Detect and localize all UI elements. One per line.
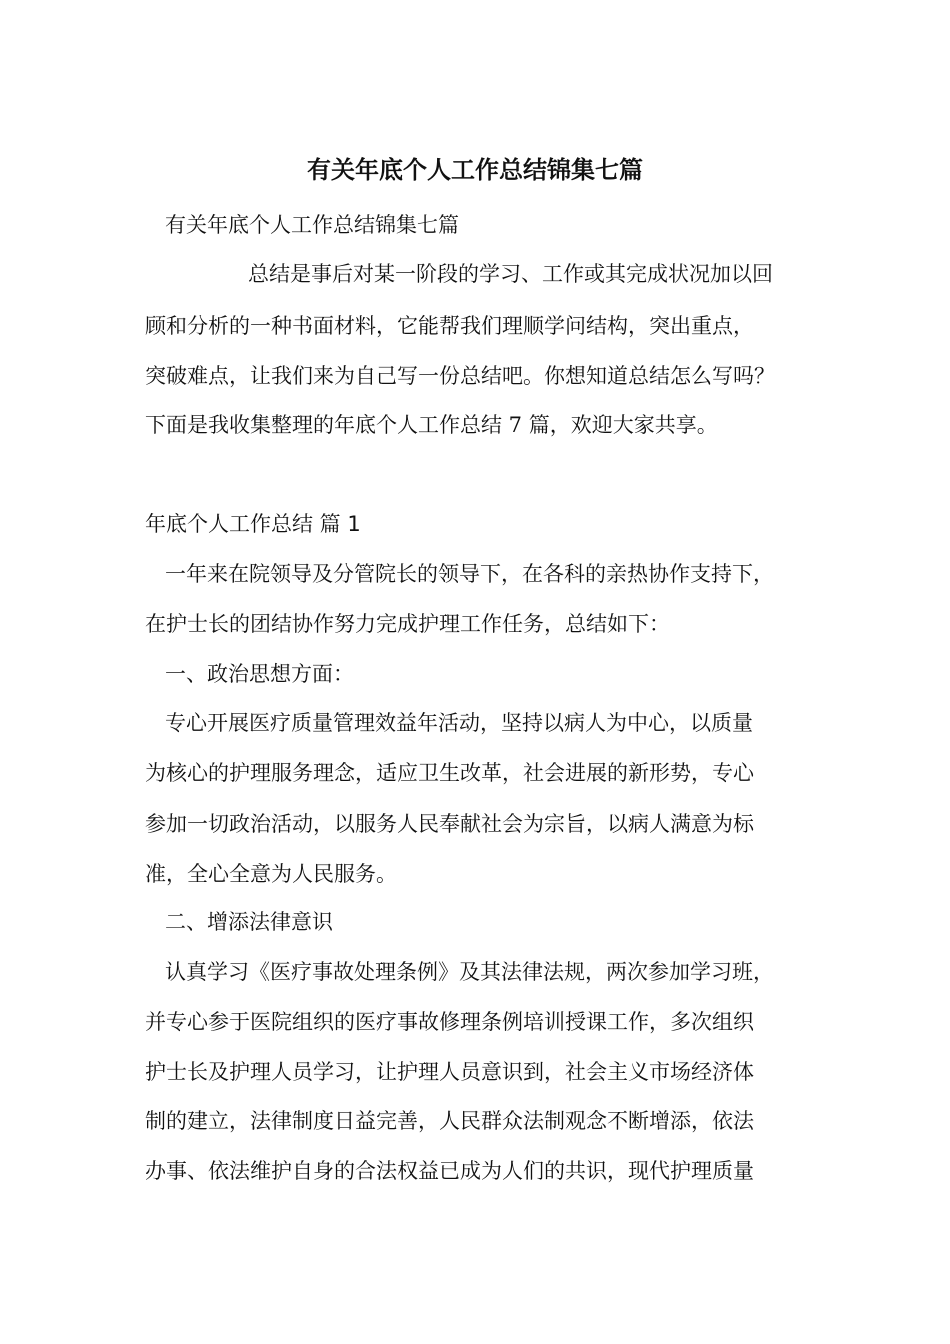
- intro-line: 下面是我收集整理的年底个人工作总结 7 篇，欢迎大家共享。: [145, 413, 718, 437]
- subsection-heading: 一、政治思想方面：: [165, 662, 354, 686]
- paragraph-line: 为核心的护理服务理念，适应卫生改革，社会进展的新形势，专心: [145, 761, 754, 785]
- paragraph-line: 准，全心全意为人民服务。: [145, 862, 397, 886]
- intro-line: 总结是事后对某一阶段的学习、工作或其完成状况加以回: [248, 262, 773, 286]
- paragraph-line: 专心开展医疗质量管理效益年活动，坚持以病人为中心，以质量: [165, 711, 753, 735]
- paragraph-line: 并专心参于医院组织的医疗事故修理条例培训授课工作，多次组织: [145, 1010, 754, 1034]
- paragraph-line: 办事、依法维护自身的合法权益已成为人们的共识，现代护理质量: [145, 1159, 754, 1183]
- paragraph-line: 在护士长的团结协作努力完成护理工作任务，总结如下：: [145, 612, 670, 636]
- paragraph-line: 一年来在院领导及分管院长的领导下，在各科的亲热协作支持下，: [165, 562, 774, 586]
- section-heading: 年底个人工作总结 篇 1: [145, 512, 361, 536]
- document-title: 有关年底个人工作总结锦集七篇: [307, 156, 643, 184]
- paragraph-line: 认真学习《医疗事故处理条例》及其法律法规，两次参加学习班，: [165, 960, 774, 984]
- paragraph-line: 护士长及护理人员学习，让护理人员意识到，社会主义市场经济体: [145, 1060, 754, 1084]
- paragraph-line: 制的建立，法律制度日益完善，人民群众法制观念不断增添，依法: [145, 1109, 754, 1133]
- document-subtitle: 有关年底个人工作总结锦集七篇: [165, 213, 459, 237]
- paragraph-line: 参加一切政治活动，以服务人民奉献社会为宗旨，以病人满意为标: [145, 812, 754, 836]
- subsection-heading: 二、增添法律意识: [165, 910, 333, 934]
- intro-line: 突破难点，让我们来为自己写一份总结吧。你想知道总结怎么写吗？: [145, 364, 775, 388]
- intro-line: 顾和分析的一种书面材料，它能帮我们理顺学问结构，突出重点，: [145, 314, 754, 338]
